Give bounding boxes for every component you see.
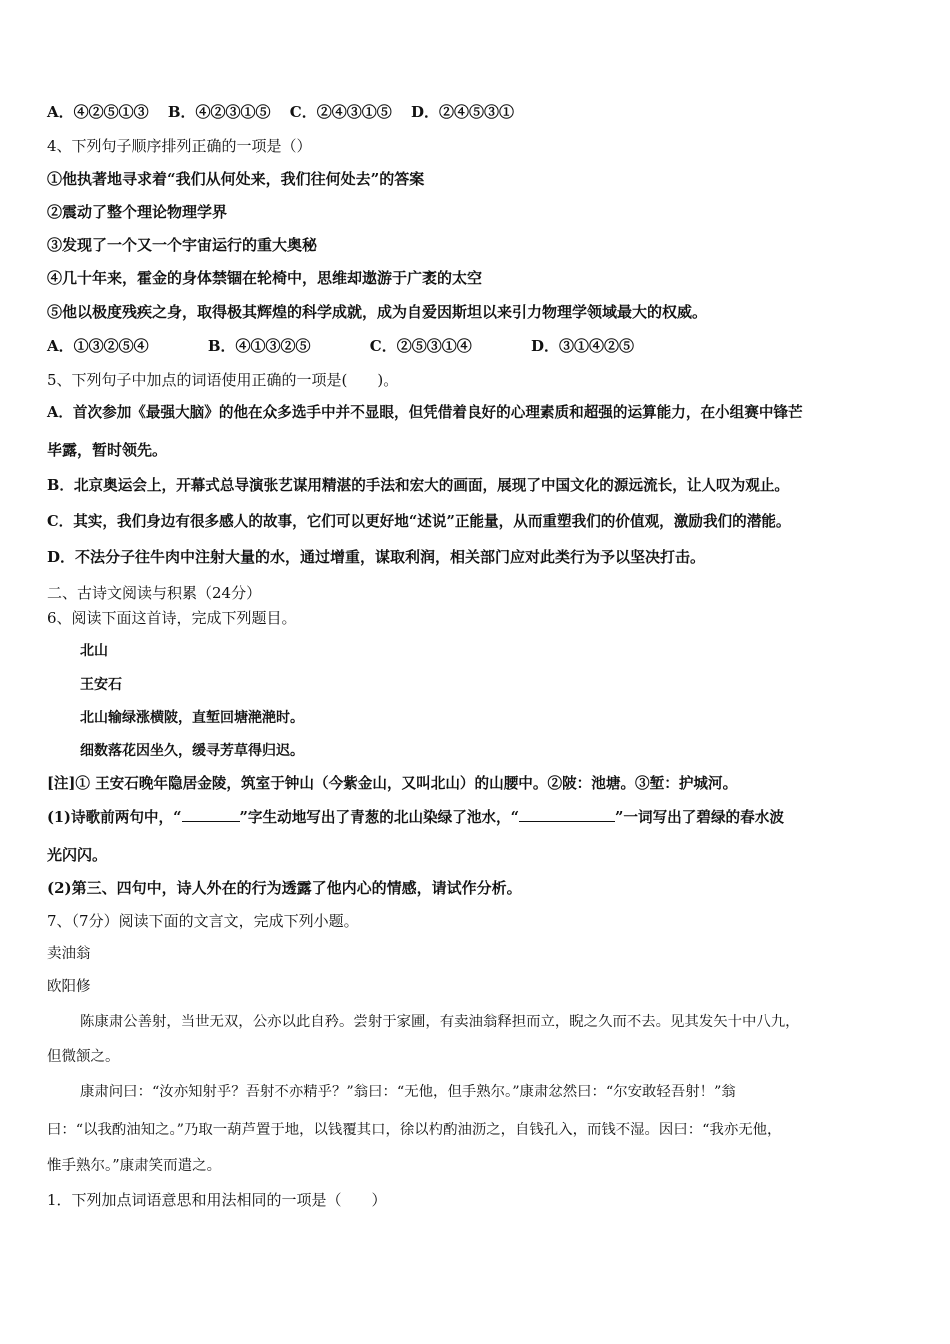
q7-stem: 7、（7分）阅读下面的文言文，完成下列小题。 [47,912,359,930]
q5-option-c: C．其实，我们身边有很多感人的故事，它们可以更好地“述说”正能量，从而重塑我们的价值观，激励我们的潜能。 [47,513,791,530]
q4-option-c: C．②⑤③①④ [369,337,472,355]
q3-option-a: A．④②⑤①③ [47,103,149,121]
q7-sub1: 1．下列加点词语意思和用法相同的一项是（ ） [47,1191,387,1209]
q5-option-d: D．不法分子往牛肉中注射大量的水，通过增重，谋取利润，相关部门应对此类行为予以坚决打击。 [47,548,706,566]
q3-option-c: C．②④③①⑤ [289,103,392,121]
q4-item-3: ③发现了一个又一个宇宙运行的重大奥秘 [47,236,318,254]
passage-p2-line3: 惟手熟尔。”康肃笑而遣之。 [47,1158,222,1174]
passage-title: 卖油翁 [47,946,91,962]
q6-sub1-line1 [47,807,784,828]
q6-sub2: (2)第三、四句中，诗人外在的行为透露了他内心的情感，请试作分析。 [47,879,522,897]
q6-stem: 6、阅读下面这首诗，完成下列题目。 [47,609,297,627]
q3-option-d: D．②④⑤③① [410,103,514,121]
q4-stem: 4、下列句子顺序排列正确的一项是（） [47,137,312,155]
q4-item-2: ②震动了整个理论物理学界 [47,203,228,221]
passage-p1-line2: 但微颔之。 [47,1049,120,1065]
q5-stem: 5、下列句子中加点的词语使用正确的一项是( )。 [47,371,399,389]
q3-option-b: B．④②③①⑤ [167,103,271,121]
poem-note: [注]① 王安石晚年隐居金陵，筑室于钟山（今紫金山，又叫北山）的山腰中。②陂：池塘。③堑：护城河。 [47,775,738,792]
q5-option-b: B．北京奥运会上，开幕式总导演张艺谋用精湛的手法和宏大的画面，展现了中国文化的源远流长，让人叹为观止。 [47,477,790,494]
q4-option-d: D．③①④②⑤ [530,337,634,355]
passage-author: 欧阳修 [47,979,91,995]
passage-p2-line1: 康肃问曰：“汝亦知射乎？吾射不亦精乎？”翁曰：“无他，但手熟尔。”康肃忿然曰：“尔安敢轻吾射！”翁 [80,1084,736,1100]
q5-option-a-line2: 毕露，暂时领先。 [47,441,168,459]
q4-item-5: ⑤他以极度残疾之身，取得极其辉煌的科学成就，成为自爱因斯坦以来引力物理学领域最大的权威。 [47,303,708,321]
q4-item-1: ①他执著地寻求着“我们从何处来，我们往何处去”的答案 [47,170,425,188]
poem-line-2: 细数落花因坐久，缓寻芳草得归迟。 [80,743,304,759]
poem-title: 北山 [80,643,108,659]
q6-sub1-text-c: ”一词写出了碧绿的春水波 [615,809,784,826]
poem-line-1: 北山输绿涨横陂，直堑回塘滟滟时。 [80,710,304,726]
passage-p1-line1: 陈康肃公善射，当世无双，公亦以此自矜。尝射于家圃，有卖油翁释担而立，睨之久而不去。见其发矢十中八九， [80,1014,800,1030]
q5-option-a-line1: A．首次参加《最强大脑》的他在众多选手中并不显眼，但凭借着良好的心理素质和超强的运算能力，在小组赛中锋芒 [47,404,803,421]
answer-blank-1[interactable] [182,807,240,822]
section-2-heading: 二、古诗文阅读与积累（24分） [47,584,262,602]
q6-sub1-text-b: ”字生动地写出了青葱的北山染绿了池水，“ [239,809,519,826]
q4-option-a: A．①③②⑤④ [47,337,149,355]
q6-sub1-line2: 光闪闪。 [47,846,108,864]
q3-options [47,102,514,122]
poem-author: 王安石 [80,677,122,693]
q6-sub1-text-a: (1)诗歌前两句中，“ [47,809,182,826]
passage-p2-line2: 曰：“以我酌油知之。”乃取一葫芦置于地，以钱覆其口，徐以杓酌油沥之，自钱孔入，而钱不湿。因曰：“我亦无他， [47,1122,782,1138]
q4-options [47,336,634,356]
q4-option-b: B．④①③②⑤ [207,337,311,355]
answer-blank-2[interactable] [519,807,615,822]
q4-item-4: ④几十年来，霍金的身体禁锢在轮椅中，思维却遨游于广袤的太空 [47,269,483,287]
